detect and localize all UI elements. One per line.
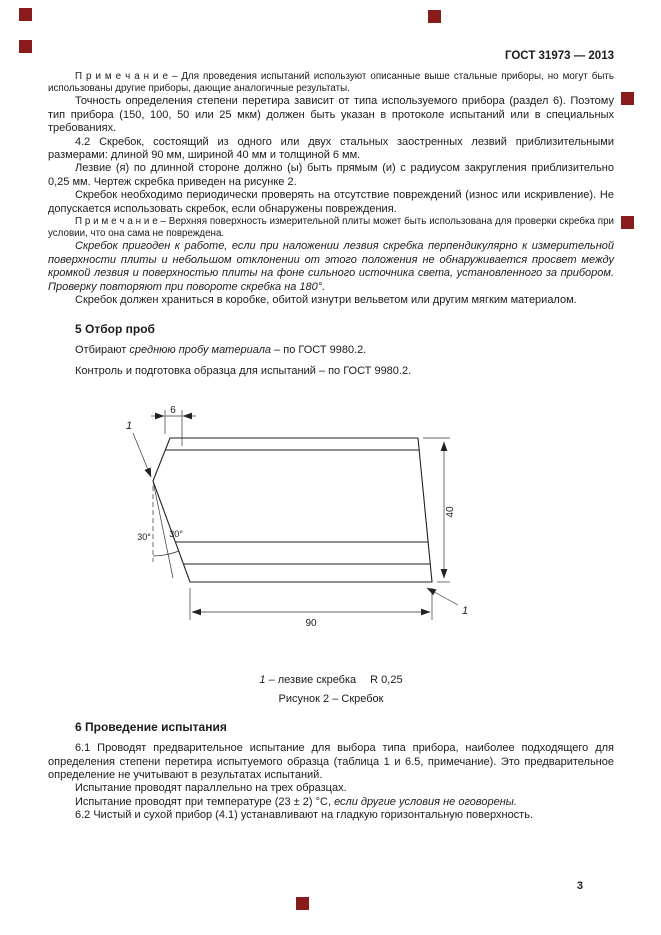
figure-2-drawing-area [48,402,614,674]
note-paragraph: П р и м е ч а н и е – Для проведения испытаний используют описанные выше стальные приборы, но могут быть использованы другие приборы, дающие аналогичные результаты. [48,71,614,95]
page-number: 3 [576,880,583,892]
paragraph-parallel: Испытание проводят параллельно на трех образцах. [75,782,347,795]
scan-artifact [621,216,634,229]
scan-artifact [19,8,32,21]
paragraph-fitness: Скребок пригоден к работе, если при наложении лезвия скребка перпендикулярно к измерительной поверхности плиты и небольшом отклонении от этого положения не обнаруживается просвет между кромкой лезвия и поверхностью плиты на фоне сильного источника света, установленного за прибором. Проверку повторяют при повороте скребка на 180°. [48,240,614,293]
callout-1-bottom-label: 1 [462,605,469,618]
paragraph-storage: Скребок должен храниться в коробке, обитой изнутри вельветом или другим мягким материалом. [75,294,577,307]
dimension-lines [133,410,458,620]
section-5-heading: 5 Отбор проб [75,321,155,336]
scan-artifact [621,92,634,105]
text-run-italic: если другие условия не оговорены. [334,795,517,808]
scan-artifact [428,10,441,23]
scan-artifact [296,897,309,910]
text-run: Испытание проводят при температуре (23 ± 2) °С, [75,795,335,808]
text-run-italic: 1 [259,674,266,687]
scan-artifact [19,40,32,53]
paragraph-check: Скребок необходимо периодически проверять на отсутствие повреждений (износ или искривление). Не допускается использовать скребок, если обнаружены повреждения. [48,189,614,215]
paragraph-accuracy: Точность определения степени перетира зависит от типа используемого прибора (раздел 6). Поэтому тип прибора (150, 100, 50 или 25 мкм) должен быть указан в протоколе испытаний или в специальных требованиях. [48,95,614,135]
paragraph-scraper-4-2: 4.2 Скребок, состоящий из одного или двух стальных заостренных лезвий приблизительными размерами: длиной 90 мм, шириной 40 мм и толщиной 6 мм. [48,135,614,162]
paragraph-sampling [48,344,614,357]
callout-1-top-label: 1 [126,420,133,433]
paragraph-control: Контроль и подготовка образца для испытаний – по ГОСТ 9980.2. [75,364,412,377]
paragraph-6-2: 6.2 Чистый и сухой прибор (4.1) устанавливают на гладкую горизонтальную поверхность. [75,809,534,822]
paragraph-temperature [48,796,614,809]
dimension-90-label: 90 [305,618,317,630]
dimension-6-label: 6 [170,405,176,417]
paragraph-blade: Лезвие (я) по длинной стороне должно (ы) быть прямым (и) с радиусом закругления приблизительно 0,25 мм. Чертеж скребка приведен на рисунке 2. [48,162,614,188]
text-run: – по ГОСТ 9980.2. [271,343,367,356]
note-paragraph: П р и м е ч а н и е – Верхняя поверхность измерительной плиты может быть использована для проверки скребка при условии, что она сама не повреждена. [48,216,614,240]
text-run: – лезвие скребка [265,674,357,687]
angle-30-left-label: 30° [137,532,151,543]
figure-caption-title: Рисунок 2 – Скребок [278,692,384,705]
angle-30-right-label: 30° [169,529,183,540]
dimension-40-label: 40 [445,506,456,518]
scraper-outline [153,438,432,582]
scraper-drawing [106,402,526,672]
text-run: R 0,25 [370,674,403,687]
page-content [48,50,614,823]
section-6-heading: 6 Проведение испытания [75,720,227,735]
paragraph-6-1: 6.1 Проводят предварительное испытание для выбора типа прибора, наиболее подходящего для определения степени перетира испытуемого образца (таблица 1 и 6.5, примечание). Это предварительное определение не учитывают в результатах испытаний. [48,742,614,781]
figure-caption-detail [48,674,614,687]
text-run: Отбирают [75,343,130,356]
doc-number: ГОСТ 31973 — 2013 [504,50,614,62]
text-run-italic: среднюю пробу материала [129,343,272,356]
